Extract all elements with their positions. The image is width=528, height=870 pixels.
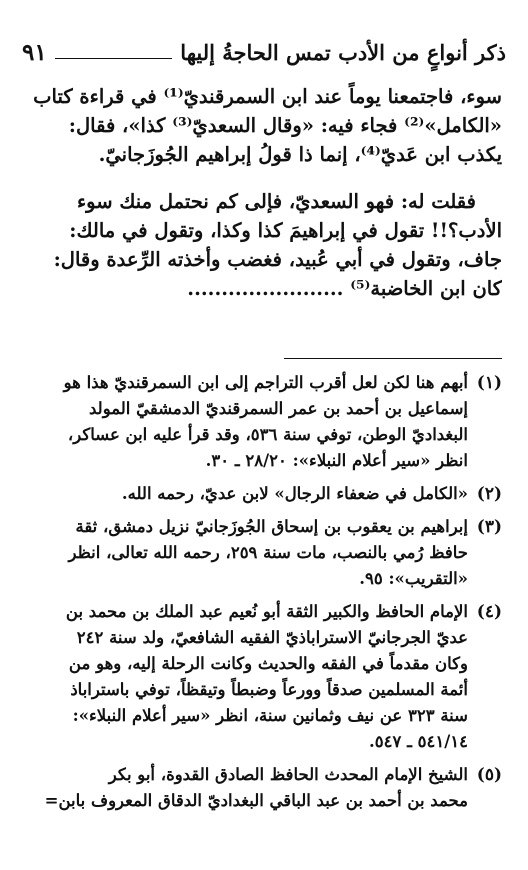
footnotes <box>24 370 502 821</box>
chapter-title: ذكر أنواعٍ من الأدب تمس الحاجةُ إليها <box>180 39 506 65</box>
main-text <box>26 82 502 303</box>
footnote-number: (٢) <box>476 484 502 504</box>
footnote <box>24 599 502 755</box>
footnote-line: البغداديّ الوطن، توفي سنة ٥٣٦، وقد قرأ عليه ابن عساكر، <box>67 425 468 444</box>
text-line: الأدب؟!! تقول في إبراهيمَ كذا وكذا، وتقول في مالك: <box>69 219 502 242</box>
text-line: يكذب ابن عَديّ⁽⁴⁾، إنما ذا قولُ إبراهيم الجُوزَجانيّ. <box>98 143 502 166</box>
footnote-line: أئمة المسلمين صدقاً وورعاً وضبطاً وتيقظاً، توفي باستراباذ <box>70 680 468 699</box>
page-number: ٩١ <box>22 38 47 66</box>
footnote-number: (٣) <box>476 517 502 537</box>
footnote-number: (٥) <box>476 765 502 785</box>
footnote-number: (٤) <box>476 602 502 622</box>
footnote-number: (١) <box>476 373 502 393</box>
text-line: فقلت له: فهو السعديّ، فإلى كم نحتمل منك سوء <box>76 190 476 213</box>
running-header <box>22 34 506 70</box>
footnote-line: «التقريب»: ٩٥. <box>359 569 468 588</box>
footnote <box>24 370 502 474</box>
footnote-line: إبراهيم بن يعقوب بن إسحاق الجُوزَجانيّ نزيل دمشق، ثقة <box>75 517 468 536</box>
footnote-line: عديّ الجرجانيّ الاستراباذيّ الفقيه الشافعيّ، ولد سنة ٢٤٢ <box>76 628 468 647</box>
header-rule <box>55 58 173 59</box>
footnote-line: محمد بن أحمد بن عبد الباقي البغداديّ الدقاق المعروف بابن= <box>44 791 468 810</box>
footnote-line: إسماعيل بن أحمد بن عمر السمرقنديّ الدمشقيّ المولد <box>89 399 468 418</box>
footnote-line: حافظ رُمي بالنصب، مات سنة ٢٥٩، رحمه الله تعالى، انظر <box>68 543 468 562</box>
footnote <box>24 481 502 507</box>
text-line: جاف، وتقول في أبي عُبيد، فغضب وأخذته الرِّعدة وقال: <box>53 248 502 271</box>
footnote-separator <box>284 358 502 359</box>
footnote-line: «الكامل في ضعفاء الرجال» لابن عديّ، رحمه الله. <box>121 484 468 503</box>
text-line: «الكامل»⁽²⁾ فجاء فيه: «وقال السعديّ⁽³⁾ كذا»، فقال: <box>68 114 502 137</box>
footnote-line: وكان مقدماً في الفقه والحديث وكانت الرحلة إليه، وهو من <box>68 654 468 673</box>
footnote-line: سنة ٣٢٣ عن نيف وثمانين سنة، انظر «سير أعلام النبلاء»: <box>72 706 468 725</box>
text-line: سوء، فاجتمعنا يوماً عند ابن السمرقنديّ⁽¹⁾ في قراءة كتاب <box>33 85 502 108</box>
footnote-line: الشيخ الإمام المحدث الحافظ الصادق القدوة، أبو بكر <box>108 765 468 784</box>
footnote <box>24 762 502 814</box>
footnote-line: انظر «سير أعلام النبلاء»: ٢٨/٢٠ ـ ٣٠. <box>205 451 468 470</box>
footnote-line: ٥٤١/١٤ ـ ٥٤٧. <box>368 732 468 751</box>
footnote-line: أبهم هنا لكن لعل أقرب التراجم إلى ابن السمرقنديّ هذا هو <box>63 373 468 392</box>
footnote <box>24 514 502 592</box>
footnote-line: الإمام الحافظ والكبير الثقة أبو نُعيم عبد الملك بن محمد بن <box>65 602 468 621</box>
text-line: كان ابن الخاضبة⁽⁵⁾ ....................... <box>187 277 502 300</box>
